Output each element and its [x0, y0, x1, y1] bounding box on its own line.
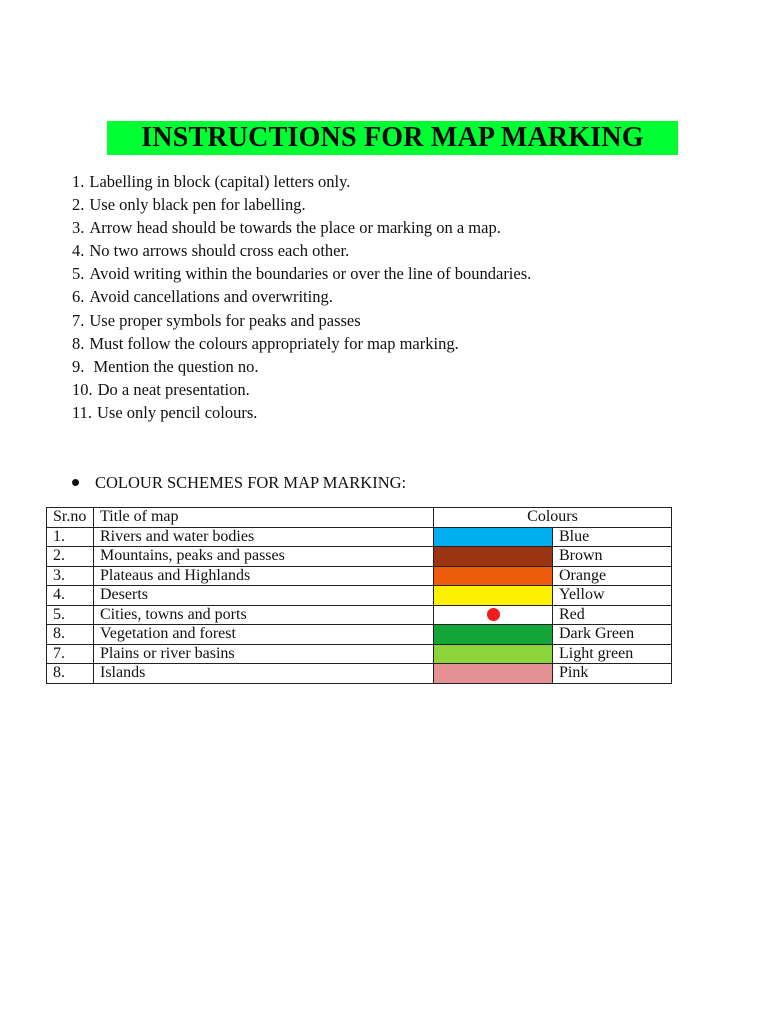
instruction-number: 6.: [72, 287, 85, 307]
instruction-text: Must follow the colours appropriately for map marking.: [89, 333, 459, 353]
cell-title: Plains or river basins: [94, 644, 434, 664]
instruction-item: [72, 378, 712, 401]
colour-swatch: [434, 644, 553, 664]
cell-title: Plateaus and Highlands: [94, 566, 434, 586]
instruction-number: 7.: [72, 310, 85, 330]
cell-colour-name: Brown: [553, 547, 672, 567]
instruction-item: [72, 332, 712, 355]
cell-title: Islands: [94, 664, 434, 684]
cell-title: Mountains, peaks and passes: [94, 547, 434, 567]
bullet-icon: [72, 479, 79, 486]
table-row: [47, 566, 672, 586]
cell-title: Rivers and water bodies: [94, 527, 434, 547]
table-body: [47, 527, 672, 683]
instruction-text: Avoid cancellations and overwriting.: [89, 287, 333, 307]
table-row: [47, 605, 672, 625]
swatch-fill: [434, 528, 552, 547]
table-row: [47, 527, 672, 547]
cell-colour-name: Yellow: [553, 586, 672, 606]
instruction-item: [72, 355, 712, 378]
instruction-item: [72, 193, 712, 216]
colour-swatch: [434, 586, 553, 606]
swatch-fill: [434, 625, 552, 644]
swatch-fill: [434, 645, 552, 664]
colour-swatch: [434, 625, 553, 645]
instruction-item: [72, 262, 712, 285]
instruction-number: 9.: [72, 356, 85, 376]
header-title: Title of map: [94, 508, 434, 528]
colour-swatch: [434, 605, 553, 625]
cell-colour-name: Orange: [553, 566, 672, 586]
table-row: [47, 625, 672, 645]
cell-title: Cities, towns and ports: [94, 605, 434, 625]
swatch-fill: [434, 547, 552, 566]
cell-srno: 4.: [47, 586, 94, 606]
instruction-text: Labelling in block (capital) letters only.: [89, 172, 351, 191]
instruction-text: Use proper symbols for peaks and passes: [89, 310, 361, 330]
cell-srno: 2.: [47, 547, 94, 567]
instruction-text: Mention the question no.: [89, 356, 259, 376]
swatch-fill: [434, 567, 552, 586]
instruction-text: Use only black pen for labelling.: [89, 195, 306, 215]
instruction-item: [72, 309, 712, 332]
instruction-text: Arrow head should be towards the place or marking on a map.: [89, 218, 501, 238]
cell-colour-name: Light green: [553, 644, 672, 664]
cell-srno: 3.: [47, 566, 94, 586]
cell-colour-name: Dark Green: [553, 625, 672, 645]
cell-colour-name: Blue: [553, 527, 672, 547]
swatch-fill: [434, 586, 552, 605]
instruction-number: 11.: [72, 402, 93, 422]
colour-swatch: [434, 547, 553, 567]
cell-title: Vegetation and forest: [94, 625, 434, 645]
instruction-number: 8.: [72, 333, 85, 353]
colour-scheme-heading-text: COLOUR SCHEMES FOR MAP MARKING:: [95, 473, 407, 492]
cell-title: Deserts: [94, 586, 434, 606]
cell-srno: 5.: [47, 605, 94, 625]
colour-swatch: [434, 664, 553, 684]
page-title: INSTRUCTIONS FOR MAP MARKING: [141, 122, 644, 153]
table-row: [47, 664, 672, 684]
cell-srno: 8.: [47, 625, 94, 645]
table-row: [47, 547, 672, 567]
cell-srno: 1.: [47, 527, 94, 547]
instruction-item: [72, 239, 712, 262]
instruction-text: Use only pencil colours.: [97, 402, 258, 422]
header-srno: Sr.no: [47, 508, 94, 528]
cell-srno: 8.: [47, 664, 94, 684]
colour-swatch: [434, 566, 553, 586]
instruction-text: Avoid writing within the boundaries or over the line of boundaries.: [89, 264, 532, 284]
instruction-text: Do a neat presentation.: [97, 379, 250, 399]
colour-swatch: [434, 527, 553, 547]
header-colours: Colours: [434, 508, 672, 528]
table-row: [47, 644, 672, 664]
instruction-item: [72, 285, 712, 308]
instruction-number: 1.: [72, 172, 85, 191]
cell-colour-name: Pink: [553, 664, 672, 684]
instruction-list: [72, 170, 712, 424]
cell-srno: 7.: [47, 644, 94, 664]
instruction-number: 10.: [72, 379, 93, 399]
instruction-text: No two arrows should cross each other.: [89, 241, 350, 261]
colour-scheme-heading: [72, 472, 406, 494]
title-highlight: [107, 121, 678, 155]
swatch-fill: [434, 664, 552, 683]
instruction-item: [72, 216, 712, 239]
instruction-number: 2.: [72, 195, 85, 215]
colour-scheme-table: [46, 507, 672, 684]
red-dot-icon: [487, 608, 500, 621]
instruction-item: [72, 170, 712, 193]
table-row: [47, 586, 672, 606]
instruction-number: 4.: [72, 241, 85, 261]
instruction-number: 5.: [72, 264, 85, 284]
cell-colour-name: Red: [553, 605, 672, 625]
table-header-row: [47, 508, 672, 528]
instruction-item: [72, 401, 712, 424]
instruction-number: 3.: [72, 218, 85, 238]
